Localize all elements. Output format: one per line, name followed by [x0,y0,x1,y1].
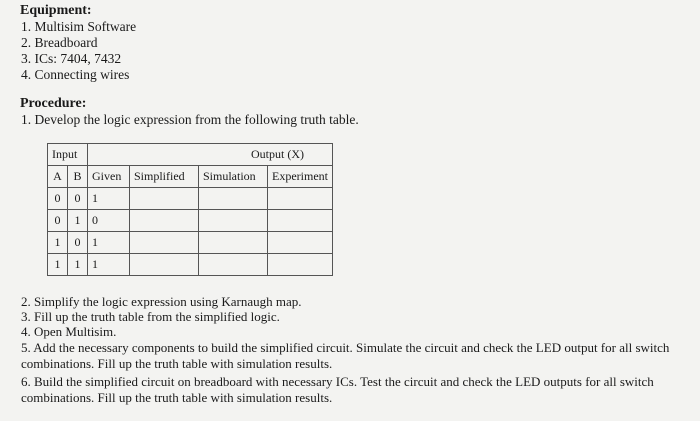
truth-table [47,143,333,276]
procedure-step-5 [21,340,669,371]
step-text: 6. Build the simplified circuit on breadboard with necessary ICs. Test the circuit and check the LED outputs for all switch [21,374,654,389]
table-cell: 1 [88,254,130,276]
table-cell [130,210,199,232]
table-row [48,210,333,232]
table-cell: 0 [48,188,68,210]
table-cell [199,254,268,276]
table-cell: 0 [68,232,88,254]
procedure-step-1: 1. Develop the logic expression from the following truth table. [21,112,359,127]
procedure-heading: Procedure: [20,96,87,111]
step-text: combinations. Fill up the truth table with simulation results. [21,389,333,405]
equipment-item: 1. Multisim Software [21,19,137,34]
equipment-item: 2. Breadboard [21,35,98,50]
table-cell: 0 [68,188,88,210]
equipment-item: 4. Connecting wires [21,67,130,82]
table-cell [199,188,268,210]
column-header: B [68,166,88,188]
procedure-step-4 [21,324,116,340]
table-cell: 1 [68,254,88,276]
table-cell [268,188,333,210]
table-cell [268,210,333,232]
table-cell: 0 [48,210,68,232]
step-text: 3. Fill up the truth table from the simplified logic. [21,309,280,324]
output-header: Output (X) [88,144,333,166]
equipment-heading: Equipment: [20,3,92,18]
procedure-step-2 [21,294,302,310]
table-cell: 1 [48,254,68,276]
table-cell: 1 [48,232,68,254]
table-cell: 1 [88,232,130,254]
table-row [48,254,333,276]
table-cell: 1 [88,188,130,210]
column-header: Given [88,166,130,188]
table-cell [130,254,199,276]
step-text: 5. Add the necessary components to build the simplified circuit. Simulate the circuit and check the LED output for all switch [21,340,670,355]
step-text: combinations. Fill up the truth table with simulation results. [21,355,333,371]
input-header: Input [48,144,88,166]
column-header: Experiment [268,166,333,188]
table-cell: 0 [88,210,130,232]
table-cell [199,232,268,254]
table-cell [130,188,199,210]
equipment-item: 3. ICs: 7404, 7432 [21,51,122,66]
table-row [48,188,333,210]
table-cell [268,254,333,276]
step-text: 4. Open Multisim. [21,324,117,339]
table-cell: 1 [68,210,88,232]
procedure-step-6 [21,374,654,405]
table-cell [268,232,333,254]
column-header: Simplified [130,166,199,188]
column-header: Simulation [199,166,268,188]
table-header-row [48,144,333,166]
table-cell [199,210,268,232]
table-row [48,232,333,254]
table-cell [130,232,199,254]
table-column-row [48,166,333,188]
column-header: A [48,166,68,188]
step-text: 2. Simplify the logic expression using Karnaugh map. [21,294,302,309]
procedure-step-3 [21,309,280,325]
